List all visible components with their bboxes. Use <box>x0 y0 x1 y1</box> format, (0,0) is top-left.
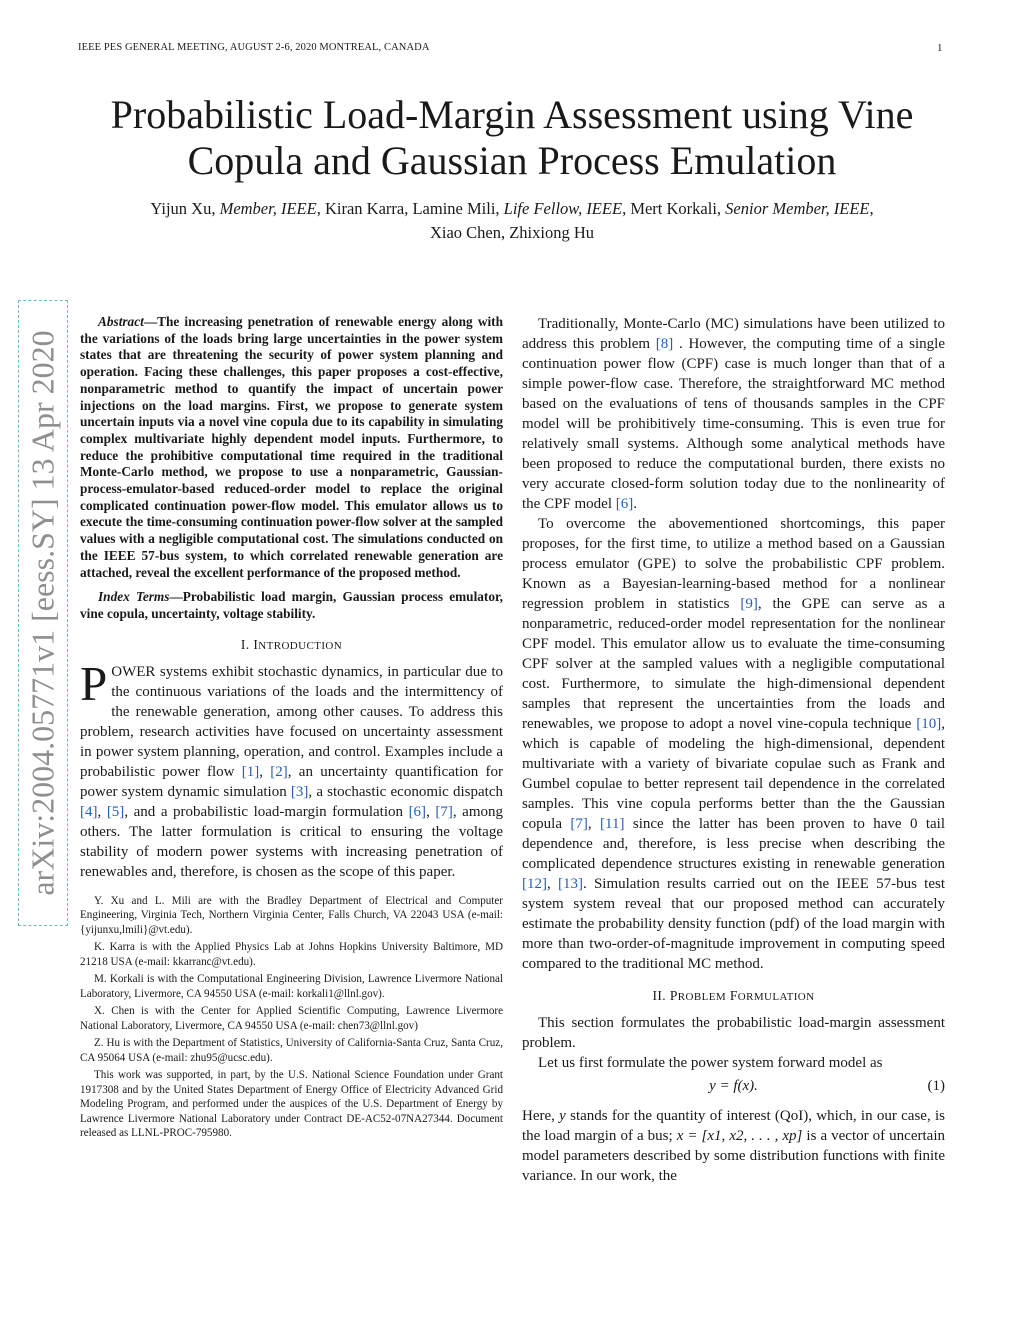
footnote: Y. Xu and L. Mili are with the Bradley Department of Electrical and Computer Engineering, Virginia Tech, Northern Virginia Center, Falls Church, VA 22043 USA (e-mail:{yijunxu,lmili}@vt.edu). <box>80 894 503 936</box>
author-text: , Kiran Karra, Lamine Mili, <box>316 199 500 218</box>
running-header: IEEE PES GENERAL MEETING, AUGUST 2-6, 2020 MONTREAL, CANADA <box>78 42 430 53</box>
abstract <box>80 314 503 581</box>
citation-link[interactable]: [2] <box>270 763 288 780</box>
author-line-2: Xiao Chen, Zhixiong Hu <box>429 223 595 242</box>
citation-link[interactable]: [6] <box>615 496 634 512</box>
citation-link[interactable]: [4] <box>80 803 98 820</box>
citation-link[interactable]: [11] <box>600 816 625 832</box>
footnote: X. Chen is with the Center for Applied Scientific Computing, Lawrence Livermore National Laboratory, Livermore, CA 94550 USA (e-mail: chen73@llnl.gov) <box>80 1005 503 1032</box>
citation-link[interactable]: [9] <box>740 596 758 612</box>
body-paragraph: This section formulates the probabilistic load-margin assessment problem. <box>522 1015 945 1051</box>
body-paragraph: To overcome the abovementioned shortcomings, this paper proposes, for the first time, to utilize a method based on a Gaussian process emulator (GPE) to solve the probabilistic CPF problem. Known as a Bayesian-learning-based method for a nonlinear regression problem in statistics [9], the GPE can serve as a nonparametric, reduced-order model representation for the nonlinear CPF model. This emulator allow us to evaluate the time-consuming CPF solver at the sampled values with a negligible computational cost. Furthermore, to simulate the high-dimensional dependent samples that represent the uncertainties from the loads and renewables, we propose to adopt a novel vine-copula technique [10], which is capable of modeling the high-dimensional, dependent multivariate with a variety of bivariate copulae such as Frank and Gumbel copulae to better represent tail dependence in the correlated samples. This vine copula performs better than the the Gaussian copula [7], [11] since the latter has been proven to have 0 tail dependence and, therefore, is less precise when describing the complicated dependence structures existing in renewable generation [12], [13]. Simulation results carried out on the IEEE 57-bus test system system reveal that our proposed method can accurately estimate the probability density function (pdf) of the load margin with more than two-order-of-magnitude improvement in computing speed compared to the traditional MC method. <box>522 516 946 972</box>
footnote: M. Korkali is with the Computational Engineering Division, Lawrence Livermore National Laboratory, Livermore, CA 94550 USA (e-mail: korkali1@llnl.gov). <box>80 973 503 1000</box>
author-text: , <box>869 199 874 218</box>
index-terms <box>80 589 503 622</box>
intro-lead: OWER <box>111 663 156 680</box>
citation-link[interactable]: [10] <box>916 716 942 732</box>
index-terms-label: Index Terms <box>98 589 170 605</box>
math-inline: x = [x1, x2, . . . , xp] <box>676 1128 803 1144</box>
body-paragraph: Traditionally, Monte-Carlo (MC) simulations have been utilized to address this problem [8] . However, the computing time of a single continuation power flow (CPF) case is much longer than that of a simple power-flow case. Therefore, the straightforward MC method based on the evaluations of tens of thousands samples in the CPF model will be prohibitively time-consuming. This is even true for relatively small systems. Although some analytical methods have been proposed to reduce the computational burden, there exists no very accurate closed-form solution today due to the nonlinearity of the CPF model [6]. <box>522 316 945 512</box>
author-role: Life Fellow, IEEE <box>503 199 623 218</box>
arxiv-identifier: arXiv:2004.05771v1 [eess.SY] 13 Apr 2020 <box>24 330 61 896</box>
footnote: K. Karra is with the Applied Physics Lab at Johns Hopkins University Baltimore, MD 21218 USA (e-mail: kkarranc@vt.edu). <box>80 941 503 968</box>
right-column <box>522 314 945 1186</box>
body-paragraph: Here, y stands for the quantity of interest (QoI), which, in our case, is the load margin of a bus; x = [x1, x2, . . . , xp] is a vector of uncertain model parameters described by some distribution functions with finite variance. In our work, the <box>522 1108 945 1184</box>
author-line-1 <box>60 197 964 221</box>
abstract-label: Abstract <box>98 314 144 329</box>
footnote: Z. Hu is with the Department of Statistics, University of California-Santa Cruz, Santa Cruz, CA 95064 USA (e-mail: zhu95@ucsc.edu). <box>80 1037 503 1064</box>
citation-link[interactable]: [1] <box>241 763 260 780</box>
equation-number: (1) <box>927 1078 945 1094</box>
citation-link[interactable]: [8] <box>655 336 674 352</box>
equation-body: y = f(x). <box>709 1078 758 1094</box>
section-heading-introduction: I. INTRODUCTION <box>240 636 343 652</box>
intro-paragraph: POWER systems exhibit stochastic dynamics, in particular due to the continuous variations of the loads and the intermittency of the renewable generation, among other causes. To address this problem, research activities have focused on uncertainty assessment in power system planning, operation, and control. Examples include a probabilistic power flow [1], [2], an uncertainty quantification for power system dynamic simulation [3], a stochastic economic dispatch [4], [5], and a probabilistic load-margin formulation [6], [7], among others. The latter formulation is critical to ensuring the voltage stability of modern power systems with increasing penetration of renewables and, therefore, is chosen as the scope of this paper. <box>80 655 504 880</box>
page-number: 1 <box>937 42 943 54</box>
paper-title: Probabilistic Load-Margin Assessment using Vine Copula and Gaussian Process Emulation <box>110 92 914 183</box>
citation-link[interactable]: [5] <box>106 803 125 820</box>
author-text: Yijun Xu, <box>150 199 216 218</box>
equation <box>522 1076 945 1100</box>
footnotes <box>80 894 503 1141</box>
body-paragraph: Let us first formulate the power system forward model as <box>538 1055 883 1071</box>
author-list <box>60 197 964 245</box>
drop-cap: P <box>80 655 108 711</box>
section-heading-problem-formulation: II. PROBLEM FORMULATION <box>652 988 815 1003</box>
index-terms-text: —Probabilistic load margin, Gaussian process emulator, vine copula, uncertainty, voltage stability. <box>80 589 503 621</box>
author-role: Member, IEEE <box>219 199 317 218</box>
arxiv-stamp <box>18 300 68 926</box>
citation-link[interactable]: [7] <box>570 816 588 832</box>
citation-link[interactable]: [7] <box>435 803 453 820</box>
author-text: , Mert Korkali, <box>622 199 722 218</box>
citation-link[interactable]: [12] <box>522 876 547 892</box>
author-role: Senior Member, IEEE <box>725 199 870 218</box>
abstract-text: —The increasing penetration of renewable energy along with the variations of the loads bring large uncertainties in the power system states that are threatening the security of power system planning and operation. Facing these challenges, this paper proposes a cost-effective, nonparametric method to quantify the impact of uncertain power injections on the load margins. First, we propose to generate system uncertain inputs via a novel vine copula due to its capability in simulating complex multivariate highly dependent model inputs. Furthermore, to reduce the prohibitive computational time required in the traditional Monte-Carlo method, we propose to use a nonparametric, Gaussian-process-emulator-based reduced-order model to replace the original complicated continuation power-flow model. This emulator allows us to execute the time-consuming continuation power-flow solver at the sampled values with a negligible computational cost. The simulations conducted on the IEEE 57-bus system, to which correlated renewable generation are attached, reveal the excellent performance of the proposed method. <box>80 314 503 580</box>
citation-link[interactable]: [3] <box>290 783 309 800</box>
citation-link[interactable]: [13] <box>557 876 583 892</box>
math-inline: y <box>559 1108 566 1124</box>
left-column <box>80 314 503 1144</box>
footnote: This work was supported, in part, by the U.S. National Science Foundation under Grant 1917308 and by the United States Department of Energy Office of Electricity Advanced Grid Modeling Program, and performed under the auspices of the U.S. Department of Energy by Lawrence Livermore National Laboratory under Contract DE-AC52-07NA27344. Document released as LLNL-PROC-795980. <box>80 1069 503 1140</box>
citation-link[interactable]: [6] <box>408 803 427 820</box>
